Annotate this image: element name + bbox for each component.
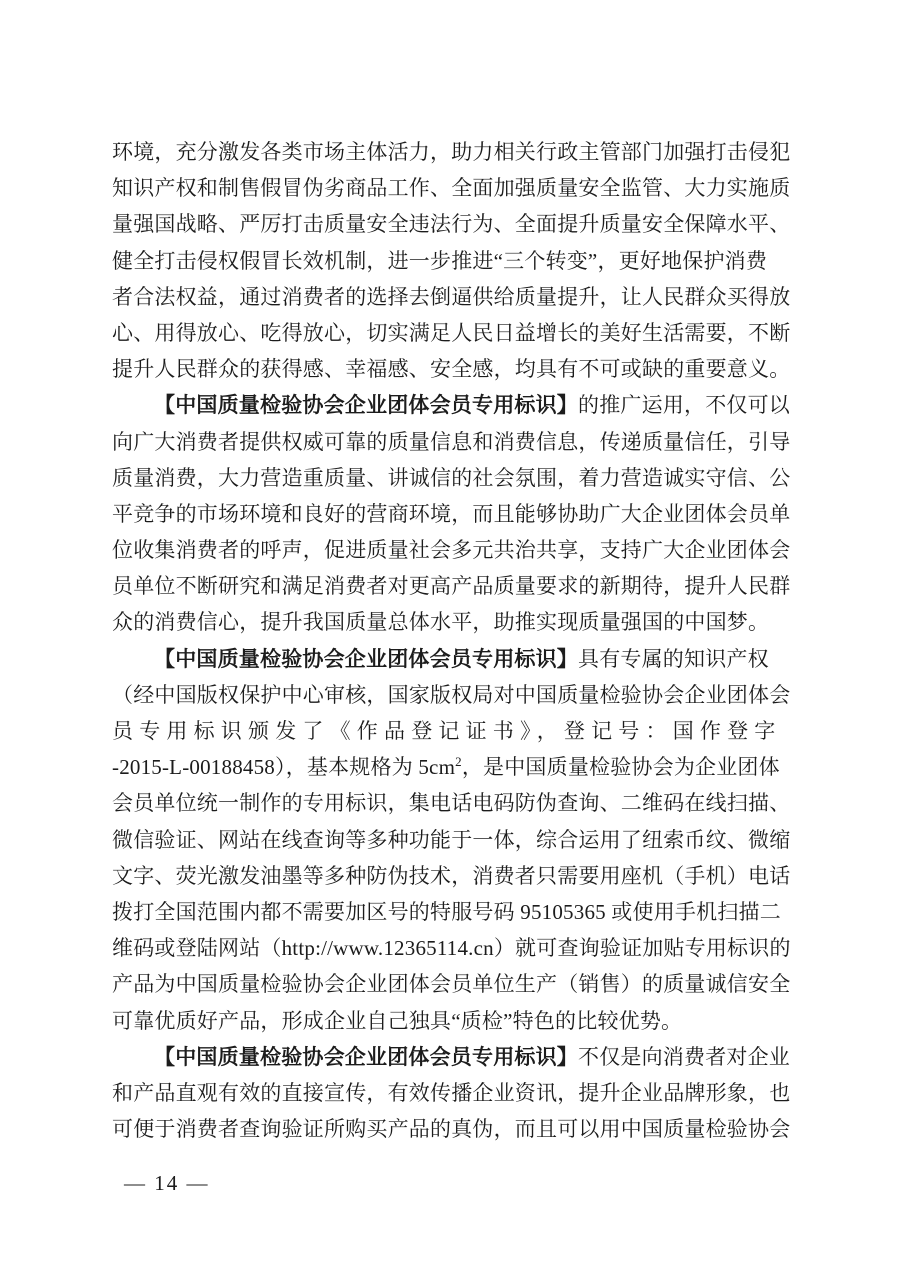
text-line bbox=[112, 170, 794, 206]
body-text: 文字、荧光激发油墨等多种防伪技术，消费者只需要用座机（手机）电话 bbox=[112, 863, 791, 888]
body-text: （经中国版权保护中心审核，国家版权局对中国质量检验协会企业团体会 bbox=[112, 682, 791, 707]
text-line bbox=[112, 568, 794, 604]
emphasis-heading-text: 【中国质量检验协会企业团体会员专用标识】 bbox=[154, 646, 578, 671]
body-text: 产品为中国质量检验协会企业团体会员单位生产（销售）的质量诚信安全 bbox=[112, 972, 791, 997]
body-text: 维码或登陆网站（http://www.12365114.cn）就可查询验证加贴专用标识的 bbox=[112, 936, 791, 961]
body-text: 健全打击侵权假冒长效机制，进一步推进“三个转变”，更好地保护消费 bbox=[112, 248, 768, 273]
body-text: 会员单位统一制作的专用标识，集电话电码防伪查询、二维码在线扫描、 bbox=[112, 791, 791, 816]
text-line bbox=[112, 243, 794, 279]
text-line bbox=[112, 424, 794, 460]
body-text: 员专用标识颁发了《作品登记证书》，登记号：国作登字 bbox=[112, 719, 782, 743]
document-body bbox=[112, 134, 794, 1147]
body-text: 质量消费，大力营造重质量、讲诚信的社会氛围，着力营造诚实守信、公 bbox=[112, 465, 791, 490]
text-line bbox=[112, 206, 794, 242]
text-line bbox=[112, 641, 794, 677]
body-text: 心、用得放心、吃得放心，切实满足人民日益增长的美好生活需要，不断 bbox=[112, 320, 791, 345]
body-text: 可靠优质好产品，形成企业自己独具“质检”特色的比较优势。 bbox=[112, 1008, 683, 1033]
body-text: 和产品直观有效的直接宣传，有效传播企业资讯，提升企业品牌形象，也 bbox=[112, 1080, 791, 1105]
text-line bbox=[112, 713, 794, 749]
superscript: 2 bbox=[455, 754, 462, 770]
text-line bbox=[112, 496, 794, 532]
body-text: -2015-L-00188458），基本规格为 5cm bbox=[112, 755, 456, 780]
body-text: 众的消费信心，提升我国质量总体水平，助推实现质量强国的中国梦。 bbox=[112, 610, 770, 635]
text-line bbox=[112, 785, 794, 821]
body-text: 的推广运用，不仅可以 bbox=[578, 393, 790, 418]
text-line bbox=[112, 858, 794, 894]
page-number: — 14 — bbox=[124, 1171, 210, 1195]
text-line bbox=[112, 1003, 794, 1039]
body-text: 位收集消费者的呼声，促进质量社会多元共治共享，支持广大企业团体会 bbox=[112, 538, 791, 563]
text-line bbox=[112, 1111, 794, 1147]
text-line bbox=[112, 966, 794, 1002]
body-text: 具有专属的知识产权 bbox=[578, 646, 769, 671]
body-text: 向广大消费者提供权威可靠的质量信息和消费信息，传递质量信任，引导 bbox=[112, 429, 791, 454]
text-line bbox=[112, 134, 794, 170]
text-line bbox=[112, 1039, 794, 1075]
body-text: 拨打全国范围内都不需要加区号的特服号码 95105365 或使用手机扫描二 bbox=[112, 899, 781, 924]
text-line bbox=[112, 1075, 794, 1111]
text-line bbox=[112, 315, 794, 351]
text-line bbox=[112, 532, 794, 568]
text-line bbox=[112, 749, 794, 785]
text-line bbox=[112, 351, 794, 387]
body-text: 知识产权和制售假冒伪劣商品工作、全面加强质量安全监管、大力实施质 bbox=[112, 176, 791, 201]
body-text: 者合法权益，通过消费者的选择去倒逼供给质量提升，让人民群众买得放 bbox=[112, 284, 791, 309]
text-line bbox=[112, 604, 794, 640]
body-text: 环境，充分激发各类市场主体活力，助力相关行政主管部门加强打击侵犯 bbox=[112, 140, 791, 164]
body-text: 不仅是向消费者对企业 bbox=[578, 1044, 790, 1069]
emphasis-heading-text: 【中国质量检验协会企业团体会员专用标识】 bbox=[154, 393, 578, 418]
body-text: ，是中国质量检验协会为企业团体 bbox=[461, 755, 780, 780]
emphasis-heading-text: 【中国质量检验协会企业团体会员专用标识】 bbox=[154, 1044, 578, 1069]
text-line bbox=[112, 279, 794, 315]
body-text: 平竞争的市场环境和良好的营商环境，而且能够协助广大企业团体会员单 bbox=[112, 501, 791, 526]
text-line bbox=[112, 387, 794, 423]
body-text: 可便于消费者查询验证所购买产品的真伪，而且可以用中国质量检验协会 bbox=[112, 1117, 791, 1142]
body-text: 量强国战略、严厉打击质量安全违法行为、全面提升质量安全保障水平、 bbox=[112, 212, 791, 237]
text-line bbox=[112, 460, 794, 496]
text-line bbox=[112, 822, 794, 858]
text-line bbox=[112, 930, 794, 966]
body-text: 员单位不断研究和满足消费者对更高产品质量要求的新期待，提升人民群 bbox=[112, 574, 791, 599]
text-line bbox=[112, 894, 794, 930]
body-text: 微信验证、网站在线查询等多种功能于一体，综合运用了纽索币纹、微缩 bbox=[112, 827, 791, 852]
body-text: 提升人民群众的获得感、幸福感、安全感，均具有不可或缺的重要意义。 bbox=[112, 357, 791, 382]
text-line bbox=[112, 677, 794, 713]
